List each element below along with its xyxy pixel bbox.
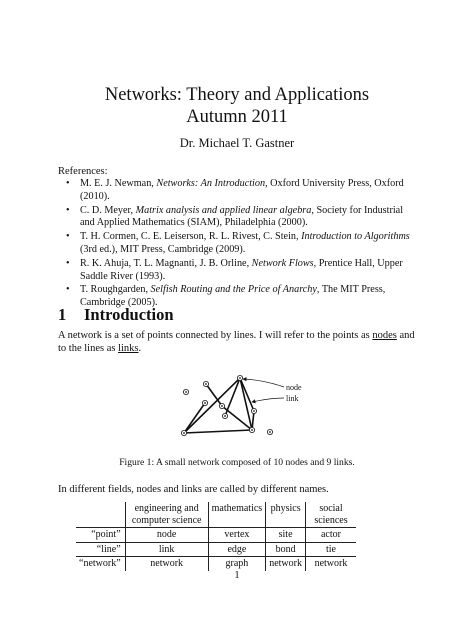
table-row: “line” link edge bond tie <box>76 542 356 557</box>
bullet-icon: • <box>66 178 70 189</box>
network-link <box>184 430 252 433</box>
column-header: mathematics <box>208 502 266 528</box>
network-node-dots <box>183 377 271 434</box>
node-pointer-arrow <box>243 379 284 387</box>
document-title <box>0 84 474 128</box>
table-header-row <box>76 502 356 528</box>
network-link <box>225 378 240 416</box>
paragraph-names: In different fields, nodes and links are called by different names. <box>58 484 329 495</box>
title-line-2: Autumn 2011 <box>186 107 288 127</box>
references-heading: References: <box>58 166 108 177</box>
reference-item: • R. K. Ahuja, T. L. Magnanti, J. B. Orline, Network Flows, Prentice Hall, Upper Saddle River (1993). <box>66 257 403 282</box>
term-links: links <box>118 343 139 354</box>
terminology-table <box>76 502 356 571</box>
table-row: “network” network graph network network <box>76 557 356 571</box>
bullet-icon: • <box>66 284 70 296</box>
reference-item: • C. D. Meyer, Matrix analysis and applied linear algebra, Society for Industrial and Applied Mathematics (SIAM), Philadelphia (2000). <box>66 204 404 229</box>
network-links <box>184 378 254 433</box>
references-list <box>58 178 420 311</box>
page-number: 1 <box>234 570 240 581</box>
link-pointer-arrow <box>252 398 284 402</box>
reference-item: • T. Roughgarden, Selfish Routing and the Price of Anarchy, The MIT Press, Cambridge (2005). <box>66 284 386 309</box>
section-title: Introduction <box>84 305 174 324</box>
bullet-icon: • <box>66 231 70 243</box>
title-line-1: Networks: Theory and Applications <box>104 85 370 105</box>
node-label: node <box>286 383 302 392</box>
author: Dr. Michael T. Gastner <box>179 136 295 150</box>
network-figure <box>174 372 314 444</box>
column-header: engineering and computer science <box>125 502 208 528</box>
reference-item: • M. E. J. Newman, Networks: An Introduction, Oxford University Press, Oxford (2010). <box>66 178 404 202</box>
network-link <box>184 378 240 433</box>
column-header: social sciences <box>305 502 356 528</box>
reference-item: • T. H. Cormen, C. E. Leiserson, R. L. Rivest, C. Stein, Introduction to Algorithms (3rd ed.), MIT Press, Cambridge (2009). <box>66 231 410 255</box>
column-header: physics <box>266 502 306 528</box>
bullet-icon: • <box>66 204 70 216</box>
table-row: “point” node vertex site actor <box>76 528 356 543</box>
section-heading <box>58 305 174 325</box>
network-link <box>184 403 205 433</box>
bullet-icon: • <box>66 257 70 269</box>
link-label: link <box>286 394 299 403</box>
network-nodes <box>181 375 272 435</box>
term-nodes: nodes <box>372 330 397 341</box>
intro-paragraph: A network is a set of points connected by lines. I will refer to the points as nodes and to the lines as links. <box>58 330 415 354</box>
figure-caption: Figure 1: A small network composed of 10 nodes and 9 links. <box>119 457 355 468</box>
section-number: 1 <box>58 305 67 324</box>
